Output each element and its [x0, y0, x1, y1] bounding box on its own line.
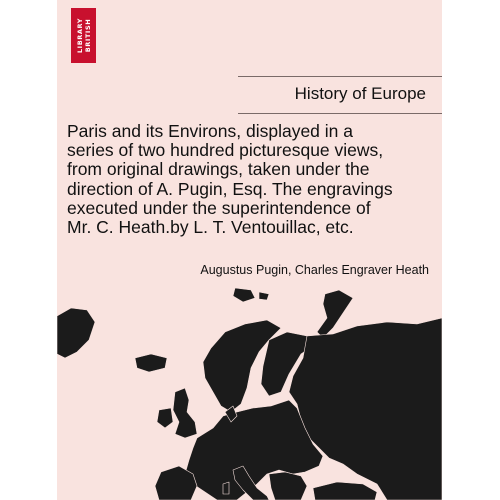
map-svalbard	[233, 288, 255, 302]
europe-map-illustration	[57, 288, 442, 500]
title-line: Paris and its Environs, displayed in a	[67, 121, 353, 141]
map-ireland	[157, 408, 173, 428]
map-balkans	[269, 472, 307, 500]
map-russia	[289, 318, 442, 500]
series-rule-bottom	[238, 113, 442, 114]
logo-text	[71, 8, 96, 63]
logo-text-line-2: BRITISH	[83, 18, 92, 53]
title-line: series of two hundred picturesque views,	[67, 140, 384, 161]
book-authors: Augustus Pugin, Charles Engraver Heath	[200, 263, 429, 277]
title-line: direction of A. Pugin, Esq. The engravings	[67, 178, 393, 199]
map-svalbard-east	[259, 292, 269, 300]
map-sardinia	[223, 482, 229, 494]
logo-text-line-1: LIBRARY	[75, 17, 84, 54]
map-greenland	[57, 308, 95, 358]
map-great-britain	[173, 388, 197, 438]
map-iceland	[135, 354, 167, 372]
title-line: from original drawings, taken under the	[67, 159, 370, 180]
title-line: Mr. C. Heath.by L. T. Ventouillac, etc.	[67, 217, 354, 238]
map-anatolia	[313, 482, 377, 500]
title-line: executed under the superintendence of	[67, 197, 371, 218]
british-library-logo	[71, 8, 96, 63]
series-rule-top	[238, 76, 442, 77]
book-title	[67, 122, 437, 237]
series-title: History of Europe	[294, 84, 426, 103]
book-cover	[57, 0, 442, 500]
